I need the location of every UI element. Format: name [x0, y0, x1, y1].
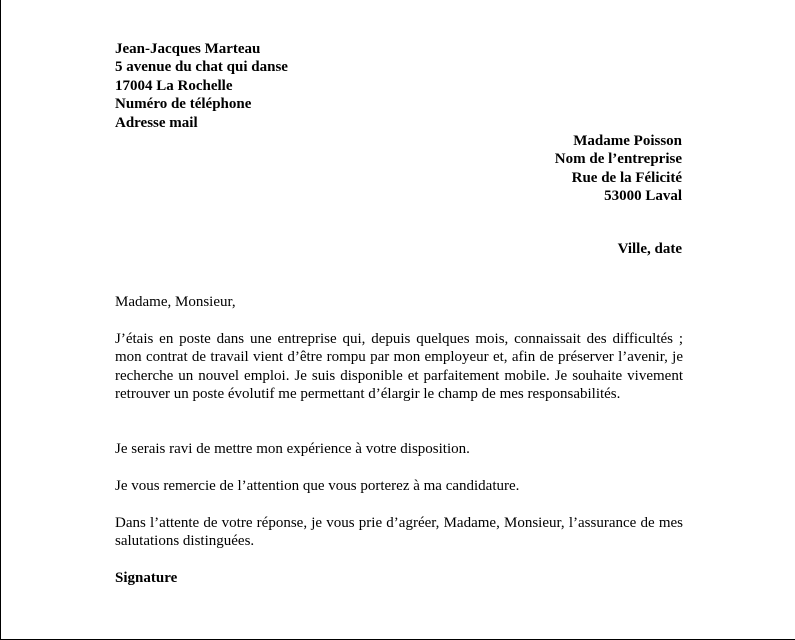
- recipient-city: 53000 Laval: [604, 188, 682, 205]
- recipient-street: Rue de la Félicité: [571, 169, 682, 186]
- signature: Signature: [115, 570, 178, 586]
- paragraph-closing: Dans l’attente de votre réponse, je vous prie d’agréer, Madame, Monsieur, l’assurance de mes salutations distinguées.: [115, 515, 683, 550]
- greeting: Madame, Monsieur,: [115, 294, 236, 310]
- paragraph-offer: Je serais ravi de mettre mon expérience à votre disposition.: [115, 441, 470, 457]
- sender-address-block: [115, 40, 288, 132]
- sender-email: Adresse mail: [115, 114, 198, 131]
- sender-city: 17004 La Rochelle: [115, 77, 233, 94]
- paragraph-situation: J’étais en poste dans une entreprise qui, depuis quelques mois, connaissait des difficultés ; mon contrat de travail vient d’être rompu par mon employeur et, afin de préserver l’avenir, je recherche un nouvel emploi. Je suis disponible et parfaitement mobile. Je souhaite vivement retrouver un poste évolutif me permettant d’élargir le champ de mes responsabilités.: [115, 331, 683, 403]
- place-date: Ville, date: [617, 241, 682, 257]
- sender-street: 5 avenue du chat qui danse: [115, 59, 288, 76]
- recipient-company: Nom de l’entreprise: [554, 151, 682, 168]
- sender-name: Jean-Jacques Marteau: [115, 41, 261, 57]
- paragraph-thanks: Je vous remercie de l’attention que vous porterez à ma candidature.: [115, 478, 520, 494]
- recipient-address-block: [555, 132, 682, 206]
- sender-phone: Numéro de téléphone: [115, 96, 252, 113]
- recipient-name: Madame Poisson: [573, 133, 682, 149]
